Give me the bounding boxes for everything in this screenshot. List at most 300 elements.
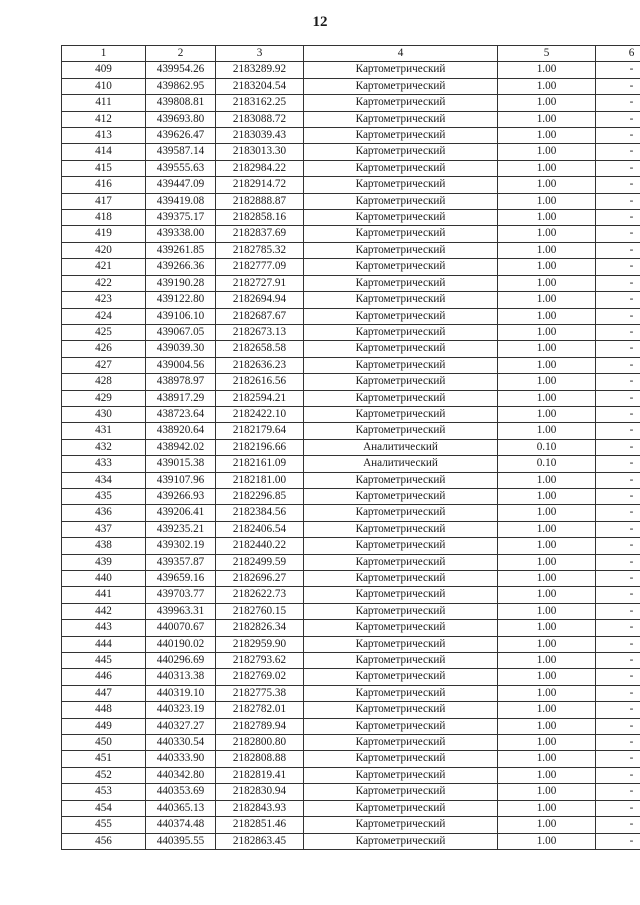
accuracy-cell: 1.00 xyxy=(498,603,596,619)
note-cell: - xyxy=(596,160,640,176)
table-row xyxy=(62,275,640,291)
note-cell: - xyxy=(596,308,640,324)
y-coordinate-cell: 2182914.72 xyxy=(216,177,304,193)
table-row xyxy=(62,800,640,816)
method-cell: Картометрический xyxy=(304,571,498,587)
method-cell: Картометрический xyxy=(304,488,498,504)
x-coordinate-cell: 439107.96 xyxy=(146,472,216,488)
table-row xyxy=(62,505,640,521)
accuracy-cell: 1.00 xyxy=(498,784,596,800)
method-cell: Картометрический xyxy=(304,144,498,160)
accuracy-cell: 1.00 xyxy=(498,620,596,636)
y-coordinate-cell: 2182161.09 xyxy=(216,456,304,472)
note-cell: - xyxy=(596,324,640,340)
method-cell: Картометрический xyxy=(304,259,498,275)
accuracy-cell: 1.00 xyxy=(498,95,596,111)
x-coordinate-cell: 439004.56 xyxy=(146,357,216,373)
accuracy-cell: 1.00 xyxy=(498,374,596,390)
x-coordinate-cell: 439808.81 xyxy=(146,95,216,111)
table-row xyxy=(62,390,640,406)
point-number-cell: 456 xyxy=(62,833,146,849)
point-number-cell: 430 xyxy=(62,406,146,422)
accuracy-cell: 1.00 xyxy=(498,292,596,308)
method-cell: Картометрический xyxy=(304,554,498,570)
note-cell: - xyxy=(596,472,640,488)
y-coordinate-cell: 2182406.54 xyxy=(216,521,304,537)
note-cell: - xyxy=(596,685,640,701)
point-number-cell: 440 xyxy=(62,571,146,587)
method-cell: Картометрический xyxy=(304,685,498,701)
accuracy-cell: 1.00 xyxy=(498,341,596,357)
accuracy-cell: 1.00 xyxy=(498,833,596,849)
point-number-cell: 434 xyxy=(62,472,146,488)
table-row xyxy=(62,210,640,226)
method-cell: Картометрический xyxy=(304,718,498,734)
accuracy-cell: 1.00 xyxy=(498,653,596,669)
accuracy-cell: 1.00 xyxy=(498,308,596,324)
y-coordinate-cell: 2182851.46 xyxy=(216,817,304,833)
x-coordinate-cell: 440319.10 xyxy=(146,685,216,701)
x-coordinate-cell: 440296.69 xyxy=(146,653,216,669)
note-cell: - xyxy=(596,784,640,800)
method-cell: Картометрический xyxy=(304,751,498,767)
table-row xyxy=(62,767,640,783)
x-coordinate-cell: 440374.48 xyxy=(146,817,216,833)
y-coordinate-cell: 2182696.27 xyxy=(216,571,304,587)
table-row xyxy=(62,571,640,587)
x-coordinate-cell: 439963.31 xyxy=(146,603,216,619)
note-cell: - xyxy=(596,603,640,619)
table-row xyxy=(62,653,640,669)
method-cell: Картометрический xyxy=(304,275,498,291)
point-number-cell: 423 xyxy=(62,292,146,308)
y-coordinate-cell: 2182440.22 xyxy=(216,538,304,554)
note-cell: - xyxy=(596,62,640,78)
table-row xyxy=(62,357,640,373)
x-coordinate-cell: 439862.95 xyxy=(146,78,216,94)
method-cell: Картометрический xyxy=(304,357,498,373)
method-cell: Картометрический xyxy=(304,95,498,111)
accuracy-cell: 1.00 xyxy=(498,259,596,275)
method-cell: Картометрический xyxy=(304,62,498,78)
page-number: 12 xyxy=(312,14,328,30)
accuracy-cell: 1.00 xyxy=(498,144,596,160)
accuracy-cell: 1.00 xyxy=(498,554,596,570)
y-coordinate-cell: 2182594.21 xyxy=(216,390,304,406)
point-number-cell: 443 xyxy=(62,620,146,636)
method-cell: Картометрический xyxy=(304,423,498,439)
table-row xyxy=(62,817,640,833)
table-row xyxy=(62,751,640,767)
point-number-cell: 438 xyxy=(62,538,146,554)
point-number-cell: 442 xyxy=(62,603,146,619)
table-row xyxy=(62,735,640,751)
x-coordinate-cell: 439375.17 xyxy=(146,210,216,226)
note-cell: - xyxy=(596,423,640,439)
x-coordinate-cell: 439106.10 xyxy=(146,308,216,324)
note-cell: - xyxy=(596,226,640,242)
note-cell: - xyxy=(596,488,640,504)
x-coordinate-cell: 439261.85 xyxy=(146,242,216,258)
point-number-cell: 448 xyxy=(62,702,146,718)
note-cell: - xyxy=(596,800,640,816)
method-cell: Картометрический xyxy=(304,669,498,685)
point-number-cell: 444 xyxy=(62,636,146,652)
table-row xyxy=(62,62,640,78)
point-number-cell: 450 xyxy=(62,735,146,751)
y-coordinate-cell: 2182775.38 xyxy=(216,685,304,701)
accuracy-cell: 1.00 xyxy=(498,472,596,488)
method-cell: Картометрический xyxy=(304,160,498,176)
table-row xyxy=(62,95,640,111)
point-number-cell: 425 xyxy=(62,324,146,340)
note-cell: - xyxy=(596,505,640,521)
accuracy-cell: 1.00 xyxy=(498,800,596,816)
method-cell: Картометрический xyxy=(304,111,498,127)
note-cell: - xyxy=(596,95,640,111)
point-number-cell: 409 xyxy=(62,62,146,78)
point-number-cell: 454 xyxy=(62,800,146,816)
accuracy-cell: 1.00 xyxy=(498,423,596,439)
point-number-cell: 436 xyxy=(62,505,146,521)
method-cell: Картометрический xyxy=(304,341,498,357)
y-coordinate-cell: 2182777.09 xyxy=(216,259,304,275)
table-row xyxy=(62,833,640,849)
x-coordinate-cell: 439954.26 xyxy=(146,62,216,78)
note-cell: - xyxy=(596,521,640,537)
y-coordinate-cell: 2182181.00 xyxy=(216,472,304,488)
table-row xyxy=(62,423,640,439)
method-cell: Картометрический xyxy=(304,653,498,669)
note-cell: - xyxy=(596,275,640,291)
accuracy-cell: 0.10 xyxy=(498,439,596,455)
x-coordinate-cell: 439447.09 xyxy=(146,177,216,193)
y-coordinate-cell: 2182843.93 xyxy=(216,800,304,816)
x-coordinate-cell: 439206.41 xyxy=(146,505,216,521)
y-coordinate-cell: 2182808.88 xyxy=(216,751,304,767)
y-coordinate-cell: 2182622.73 xyxy=(216,587,304,603)
table-row xyxy=(62,128,640,144)
y-coordinate-cell: 2182863.45 xyxy=(216,833,304,849)
y-coordinate-cell: 2182694.94 xyxy=(216,292,304,308)
accuracy-cell: 1.00 xyxy=(498,488,596,504)
point-number-cell: 449 xyxy=(62,718,146,734)
y-coordinate-cell: 2182727.91 xyxy=(216,275,304,291)
method-cell: Картометрический xyxy=(304,603,498,619)
note-cell: - xyxy=(596,374,640,390)
method-cell: Картометрический xyxy=(304,193,498,209)
accuracy-cell: 1.00 xyxy=(498,685,596,701)
y-coordinate-cell: 2182673.13 xyxy=(216,324,304,340)
table-row xyxy=(62,177,640,193)
accuracy-cell: 1.00 xyxy=(498,275,596,291)
method-cell: Картометрический xyxy=(304,390,498,406)
accuracy-cell: 0.10 xyxy=(498,456,596,472)
x-coordinate-cell: 439266.93 xyxy=(146,488,216,504)
point-number-cell: 445 xyxy=(62,653,146,669)
method-cell: Картометрический xyxy=(304,538,498,554)
y-coordinate-cell: 2183162.25 xyxy=(216,95,304,111)
y-coordinate-cell: 2182179.64 xyxy=(216,423,304,439)
x-coordinate-cell: 440330.54 xyxy=(146,735,216,751)
header-cell: 1 xyxy=(62,46,146,62)
y-coordinate-cell: 2182687.67 xyxy=(216,308,304,324)
point-number-cell: 427 xyxy=(62,357,146,373)
table-row xyxy=(62,111,640,127)
point-number-cell: 453 xyxy=(62,784,146,800)
method-cell: Картометрический xyxy=(304,735,498,751)
x-coordinate-cell: 439659.16 xyxy=(146,571,216,587)
table-row xyxy=(62,521,640,537)
table-body xyxy=(62,46,640,850)
y-coordinate-cell: 2182888.87 xyxy=(216,193,304,209)
point-number-cell: 437 xyxy=(62,521,146,537)
y-coordinate-cell: 2182858.16 xyxy=(216,210,304,226)
x-coordinate-cell: 439693.80 xyxy=(146,111,216,127)
x-coordinate-cell: 439555.63 xyxy=(146,160,216,176)
y-coordinate-cell: 2182296.85 xyxy=(216,488,304,504)
point-number-cell: 431 xyxy=(62,423,146,439)
accuracy-cell: 1.00 xyxy=(498,751,596,767)
table-row xyxy=(62,488,640,504)
note-cell: - xyxy=(596,390,640,406)
table-row xyxy=(62,324,640,340)
accuracy-cell: 1.00 xyxy=(498,324,596,340)
table-header-row xyxy=(62,46,640,62)
method-cell: Картометрический xyxy=(304,292,498,308)
header-cell: 6 xyxy=(596,46,640,62)
accuracy-cell: 1.00 xyxy=(498,390,596,406)
table-row xyxy=(62,308,640,324)
method-cell: Аналитический xyxy=(304,439,498,455)
table-row xyxy=(62,620,640,636)
method-cell: Картометрический xyxy=(304,505,498,521)
note-cell: - xyxy=(596,620,640,636)
note-cell: - xyxy=(596,767,640,783)
y-coordinate-cell: 2183039.43 xyxy=(216,128,304,144)
point-number-cell: 422 xyxy=(62,275,146,291)
method-cell: Картометрический xyxy=(304,472,498,488)
table-row xyxy=(62,636,640,652)
method-cell: Картометрический xyxy=(304,833,498,849)
x-coordinate-cell: 439587.14 xyxy=(146,144,216,160)
x-coordinate-cell: 440190.02 xyxy=(146,636,216,652)
point-number-cell: 435 xyxy=(62,488,146,504)
x-coordinate-cell: 439190.28 xyxy=(146,275,216,291)
x-coordinate-cell: 438942.02 xyxy=(146,439,216,455)
note-cell: - xyxy=(596,259,640,275)
table-row xyxy=(62,406,640,422)
table-row xyxy=(62,78,640,94)
x-coordinate-cell: 438723.64 xyxy=(146,406,216,422)
method-cell: Картометрический xyxy=(304,242,498,258)
accuracy-cell: 1.00 xyxy=(498,718,596,734)
note-cell: - xyxy=(596,357,640,373)
y-coordinate-cell: 2182616.56 xyxy=(216,374,304,390)
note-cell: - xyxy=(596,636,640,652)
point-number-cell: 446 xyxy=(62,669,146,685)
accuracy-cell: 1.00 xyxy=(498,357,596,373)
method-cell: Картометрический xyxy=(304,800,498,816)
point-number-cell: 414 xyxy=(62,144,146,160)
point-number-cell: 420 xyxy=(62,242,146,258)
method-cell: Картометрический xyxy=(304,210,498,226)
y-coordinate-cell: 2182793.62 xyxy=(216,653,304,669)
x-coordinate-cell: 439626.47 xyxy=(146,128,216,144)
y-coordinate-cell: 2183013.30 xyxy=(216,144,304,160)
note-cell: - xyxy=(596,554,640,570)
method-cell: Картометрический xyxy=(304,177,498,193)
accuracy-cell: 1.00 xyxy=(498,538,596,554)
accuracy-cell: 1.00 xyxy=(498,193,596,209)
y-coordinate-cell: 2182499.59 xyxy=(216,554,304,570)
x-coordinate-cell: 439015.38 xyxy=(146,456,216,472)
y-coordinate-cell: 2182636.23 xyxy=(216,357,304,373)
table-row xyxy=(62,226,640,242)
method-cell: Аналитический xyxy=(304,456,498,472)
table-row xyxy=(62,292,640,308)
table-row xyxy=(62,160,640,176)
note-cell: - xyxy=(596,751,640,767)
x-coordinate-cell: 439703.77 xyxy=(146,587,216,603)
point-number-cell: 432 xyxy=(62,439,146,455)
x-coordinate-cell: 440070.67 xyxy=(146,620,216,636)
table-row xyxy=(62,603,640,619)
point-number-cell: 439 xyxy=(62,554,146,570)
note-cell: - xyxy=(596,111,640,127)
point-number-cell: 416 xyxy=(62,177,146,193)
point-number-cell: 411 xyxy=(62,95,146,111)
table-row xyxy=(62,718,640,734)
header-cell: 3 xyxy=(216,46,304,62)
table-row xyxy=(62,669,640,685)
note-cell: - xyxy=(596,702,640,718)
x-coordinate-cell: 440365.13 xyxy=(146,800,216,816)
point-number-cell: 452 xyxy=(62,767,146,783)
method-cell: Картометрический xyxy=(304,702,498,718)
x-coordinate-cell: 440323.19 xyxy=(146,702,216,718)
accuracy-cell: 1.00 xyxy=(498,521,596,537)
method-cell: Картометрический xyxy=(304,128,498,144)
table-row xyxy=(62,685,640,701)
accuracy-cell: 1.00 xyxy=(498,669,596,685)
accuracy-cell: 1.00 xyxy=(498,78,596,94)
y-coordinate-cell: 2182789.94 xyxy=(216,718,304,734)
y-coordinate-cell: 2182384.56 xyxy=(216,505,304,521)
method-cell: Картометрический xyxy=(304,374,498,390)
point-number-cell: 415 xyxy=(62,160,146,176)
x-coordinate-cell: 439235.21 xyxy=(146,521,216,537)
table-row xyxy=(62,587,640,603)
y-coordinate-cell: 2182785.32 xyxy=(216,242,304,258)
y-coordinate-cell: 2183289.92 xyxy=(216,62,304,78)
y-coordinate-cell: 2182984.22 xyxy=(216,160,304,176)
y-coordinate-cell: 2182658.58 xyxy=(216,341,304,357)
accuracy-cell: 1.00 xyxy=(498,111,596,127)
x-coordinate-cell: 439122.80 xyxy=(146,292,216,308)
coordinates-table xyxy=(61,45,640,850)
y-coordinate-cell: 2182826.34 xyxy=(216,620,304,636)
method-cell: Картометрический xyxy=(304,767,498,783)
note-cell: - xyxy=(596,78,640,94)
point-number-cell: 428 xyxy=(62,374,146,390)
table-row xyxy=(62,472,640,488)
method-cell: Картометрический xyxy=(304,78,498,94)
table-row xyxy=(62,439,640,455)
point-number-cell: 429 xyxy=(62,390,146,406)
accuracy-cell: 1.00 xyxy=(498,505,596,521)
accuracy-cell: 1.00 xyxy=(498,242,596,258)
x-coordinate-cell: 439419.08 xyxy=(146,193,216,209)
y-coordinate-cell: 2182769.02 xyxy=(216,669,304,685)
accuracy-cell: 1.00 xyxy=(498,587,596,603)
accuracy-cell: 1.00 xyxy=(498,636,596,652)
x-coordinate-cell: 439266.36 xyxy=(146,259,216,275)
y-coordinate-cell: 2182800.80 xyxy=(216,735,304,751)
y-coordinate-cell: 2182782.01 xyxy=(216,702,304,718)
table-row xyxy=(62,144,640,160)
method-cell: Картометрический xyxy=(304,636,498,652)
x-coordinate-cell: 439039.30 xyxy=(146,341,216,357)
x-coordinate-cell: 440313.38 xyxy=(146,669,216,685)
point-number-cell: 447 xyxy=(62,685,146,701)
table-row xyxy=(62,554,640,570)
x-coordinate-cell: 440333.90 xyxy=(146,751,216,767)
x-coordinate-cell: 440327.27 xyxy=(146,718,216,734)
method-cell: Картометрический xyxy=(304,226,498,242)
point-number-cell: 418 xyxy=(62,210,146,226)
note-cell: - xyxy=(596,817,640,833)
y-coordinate-cell: 2182837.69 xyxy=(216,226,304,242)
note-cell: - xyxy=(596,144,640,160)
table-row xyxy=(62,784,640,800)
table-row xyxy=(62,374,640,390)
y-coordinate-cell: 2182196.66 xyxy=(216,439,304,455)
note-cell: - xyxy=(596,210,640,226)
point-number-cell: 451 xyxy=(62,751,146,767)
accuracy-cell: 1.00 xyxy=(498,177,596,193)
note-cell: - xyxy=(596,406,640,422)
point-number-cell: 421 xyxy=(62,259,146,275)
note-cell: - xyxy=(596,735,640,751)
x-coordinate-cell: 438917.29 xyxy=(146,390,216,406)
table-row xyxy=(62,259,640,275)
y-coordinate-cell: 2183204.54 xyxy=(216,78,304,94)
table-row xyxy=(62,456,640,472)
method-cell: Картометрический xyxy=(304,324,498,340)
point-number-cell: 419 xyxy=(62,226,146,242)
table-row xyxy=(62,538,640,554)
x-coordinate-cell: 439338.00 xyxy=(146,226,216,242)
table-row xyxy=(62,702,640,718)
accuracy-cell: 1.00 xyxy=(498,62,596,78)
note-cell: - xyxy=(596,669,640,685)
header-cell: 5 xyxy=(498,46,596,62)
point-number-cell: 413 xyxy=(62,128,146,144)
note-cell: - xyxy=(596,439,640,455)
x-coordinate-cell: 440353.69 xyxy=(146,784,216,800)
accuracy-cell: 1.00 xyxy=(498,128,596,144)
note-cell: - xyxy=(596,177,640,193)
point-number-cell: 426 xyxy=(62,341,146,357)
x-coordinate-cell: 438978.97 xyxy=(146,374,216,390)
note-cell: - xyxy=(596,538,640,554)
accuracy-cell: 1.00 xyxy=(498,735,596,751)
y-coordinate-cell: 2182760.15 xyxy=(216,603,304,619)
x-coordinate-cell: 439302.19 xyxy=(146,538,216,554)
method-cell: Картометрический xyxy=(304,406,498,422)
accuracy-cell: 1.00 xyxy=(498,226,596,242)
